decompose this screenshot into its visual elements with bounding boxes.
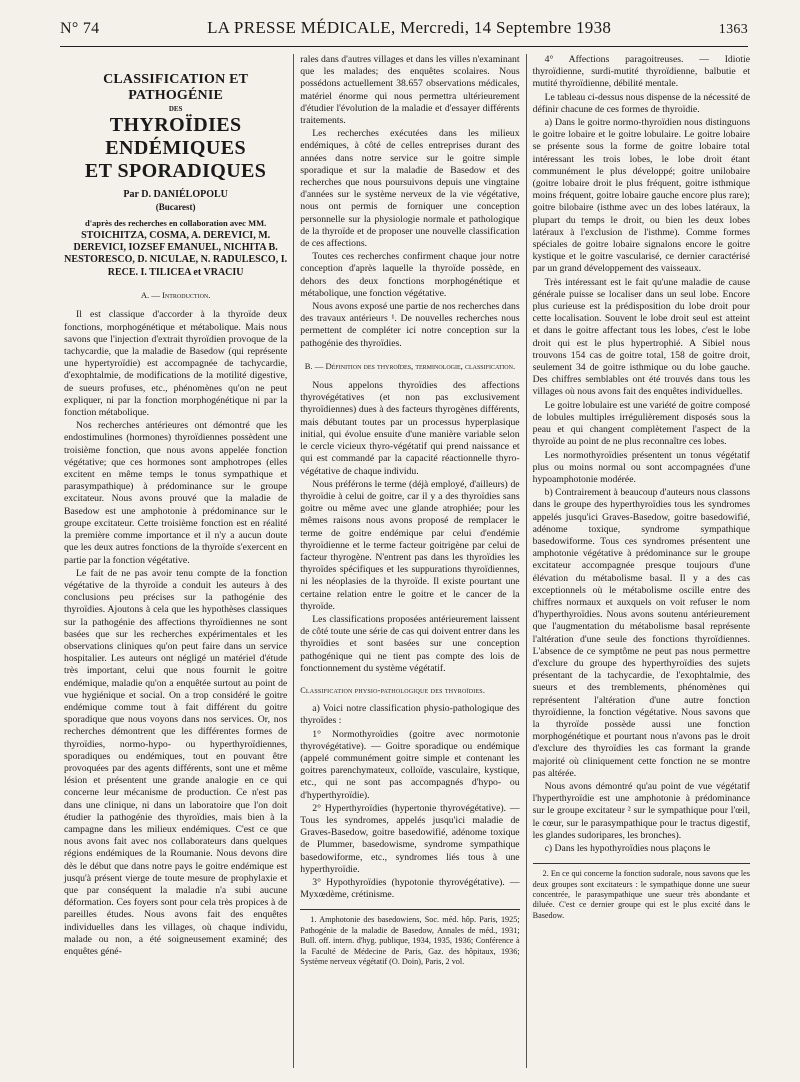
paragraph: Le fait de ne pas avoir tenu compte de la fonction végétative de la thyroïde a conduit les auteurs à des conclusions peu précises sur la pathogénie des thyroïdies. Ajoutons à cela que les hypothèses classiques sur la pathogénie des affections thyroïdiennes ne sont basées que sur les recherches expérimentales et les observations cliniques qu'on peut faire dans un service hospitalier. Les auteurs ont négligé un matériel d'étude très important, celui que nous fournit le goitre endémique, maladie qu'on a enquêtée surtout au point de vue hygiénique et social. On a trop considéré le goitre endémique comme tout à fait différent du goitre sporadique que nous voyons dans nos services. Or, nos recherches démontrent que les différentes formes de thyroïdies, normo-hypo- ou hyperthyroïdiennes, sporadiques ou endémiques, tout en pouvant être provoquées par des agents différents, sont une et même lésion et présentent une grande analogie en ce qui concerne leur mécanisme de production. Ce n'est pas dans une clinique, ni dans un laboratoire que l'on doit étudier la pathogénie des thyroïdies, mais bien à la campagne dans les milieux endémiques. C'est ce que nous avons fait avec nos collaborateurs dans quelques régions endémiques de la Roumanie. Nous devons dire dès le début que dans notre pays le goitre endémique est jusqu'à présent vierge de toute mesure de prophylaxie et que par conséquent la maladie n'a subi aucune déformation. Ces foyers sont pour cela très propices à de pareilles études. Nous avons fait des enquêtes individuelles dans les villages, où chaque individu, malade ou non, a été soigneusement examiné; des enquêtes géné- bbox=[64, 567, 288, 957]
journal-title: LA PRESSE MÉDICALE, Mercredi, 14 Septembre 1938 bbox=[207, 18, 612, 37]
paragraph: Les normothyroïdies présentent un tonus végétatif plus ou moins normal ou sont accompagnées d'une hypoamphotonie modérée. bbox=[532, 449, 750, 485]
page-header bbox=[60, 18, 748, 47]
column-2 bbox=[294, 54, 526, 1068]
column-3 bbox=[527, 54, 756, 1068]
paragraph: Toutes ces recherches confirment chaque jour notre conception d'après laquelle la thyroïde possède, en dehors des deux fonctions morphogénétique et métabolique, une fonction végétative. bbox=[300, 251, 520, 299]
article-columns bbox=[58, 54, 756, 1068]
paragraph: Nous appelons thyroïdies des affections thyrovégétatives (et non pas exclusivement thyroïdiennes) dues à des facteurs thyrogènes différents, mais débutant toutes par un processus hyperplasique initial, qui évolue ensuite d'une manière variable selon le cercle vicieux thyro-végétatif qui prend naissance et qui est commandé par la capacité réactionnelle thyro-végétative de chaque individu. bbox=[300, 380, 520, 477]
footnote-1: 1. Amphotonie des basedowiens, Soc. méd. hôp. Paris, 1925; Pathogénie de la maladie de Basedow, Annales de méd., 1931; Bull. off. intern. d'hyg. publique, 1934, 1935, 1936; Conférence à la Faculté de Médecine de Paris, Gaz. des hôpitaux, 1936; Système nerveux végétatif (O. Doin), Paris, 2 vol. bbox=[300, 915, 520, 967]
title-line-1: CLASSIFICATION ET PATHOGÉNIE bbox=[103, 72, 249, 103]
paragraph: a) Voici notre classification physio-pathologique des thyroïdes : bbox=[300, 703, 520, 727]
paragraph: Le goitre lobulaire est une variété de goitre composé de lobules multiples irrégulièrement disposés sous la peau et qui changent complètement l'aspect de la thyroïde au point de ne plus reconnaître ces lobes. bbox=[532, 399, 750, 448]
title-line-3: ET SPORADIQUES bbox=[84, 160, 267, 182]
paragraph: a) Dans le goitre normo-thyroïdien nous distinguons le goitre lobaire et le goitre lobulaire. Le goitre lobaire se présente sous la forme de goitre lobaire total intéressant les trois lobes, le lobe droit étant communément le plus développé; goitre unilobaire (goitre lobaire droit le plus fréquent, goitre isthmique moins fréquent, goitre lobaire gauche encore plus rare); goitre bilobaire (isthme avec un des lobes latéraux, la plupart du temps le droit, ou bien les deux lobes latéraux à l'exclusion de l'isthme). Comme formes spéciales de goitre lobaire signalons encore le goitre kystique et le goitre vascularisé, ce dernier caractérisé par un grand développement des vaisseaux. bbox=[532, 117, 750, 275]
paragraph: Il est classique d'accorder à la thyroïde deux fonctions, morphogénétique et métabolique. Mais nous savons que l'injection d'extrait thyroïdien provoque de la tachycardie, que la maladie de Basedow (qui représente une hypertyroïdie) est accompagnée de tachycardie, d'exophtalmie, de modifications de la motilité digestive, de sueurs profuses, etc., phénomènes qu'on ne peut expliquer, ni par la fonction morphogénétique ni par la fonction métabolique. bbox=[64, 309, 288, 419]
paragraph: Nous avons exposé une partie de nos recherches dans des travaux antérieurs ¹. De nouvelles recherches nous permettent de compléter ici notre conception sur la pathogénie des thyroïdies. bbox=[300, 301, 520, 349]
article-title bbox=[64, 72, 287, 183]
paragraph: Les classifications proposées antérieurement laissent de côté toute une série de cas qui doivent entrer dans les thyroïdies et sont basées sur une conception pathogénique qui ne tient pas compte des lois de fonctionnement du système végétatif. bbox=[300, 613, 520, 674]
paragraph: Très intéressant est le fait qu'une maladie de cause générale puisse se localiser dans un seul lobe. Encore plus curieuse est la prédisposition du lobe droit pour cette localisation. Souvent le lobe droit seul est atteint et dans le goitre affectant tous les lobes, c'est le lobe droit qui est le plus hypertrophié. A Sibiel nous trouvons 154 cas de goitre total, 158 de goitre droit, seulement 34 de goitre isthmique ou du lobe gauche. Des chiffres semblables ont été trouvés dans tous les villages où nous avons fait des enquêtes individuelles. bbox=[532, 276, 750, 398]
paragraph: Nous préférons le terme (déjà employé, d'ailleurs) de thyroïdie à celui de goitre, car il y a des thyroïdies sans goitre ou même avec une glande atrophiée; pour les mêmes raisons nous avons proposé de remplacer le terme de goitre endémique par celui d'endémie thyroïdienne et le terme facteur goitrigène par celui de facteur thyrogène. N'entrent pas dans les thyroïdies les thyroïdes spécifiques et les suppurations thyroïdiennes, ni les néoplasies de la thyroïde. Il existe pourtant une certaine relation entre le goitre et le cancer de la thyroïde. bbox=[300, 478, 520, 612]
footnote-2: 2. En ce qui concerne la fonction sudorale, nous savons que les deux groupes sont excitateurs : le sympathique donne une sueur concentrée, le parasympathique une sueur très abondante et diluée. C'est ce dernier groupe qui est le plus excité dans le Basedow. bbox=[532, 869, 750, 920]
footnote-divider bbox=[300, 909, 519, 910]
collab-intro: d'après des recherches en collaboration avec MM. bbox=[85, 218, 267, 229]
section-heading-a: A. — Introduction. bbox=[140, 290, 211, 301]
paragraph: Le tableau ci-dessus nous dispense de la nécessité de définir chacune de ces formes de thyroïdie. bbox=[532, 91, 750, 115]
page-number: 1363 bbox=[718, 22, 748, 37]
section-heading-classification: Classification physio-pathologique des thyroïdies. bbox=[300, 685, 486, 695]
author-affiliation: (Bucarest) bbox=[155, 202, 196, 213]
title-line-2: THYROÏDIES ENDÉMIQUES bbox=[105, 114, 246, 159]
footnote-divider bbox=[533, 863, 750, 864]
section-heading-b: B. — Définition des thyroïdes, terminologie, classification. bbox=[304, 360, 516, 371]
paragraph: c) Dans les hypothyroïdies nous plaçons le bbox=[544, 843, 711, 854]
paragraph: Les recherches exécutées dans les milieux endémiques, à côté de celles entreprises durant des années dans notre service sur le goitre simple sporadique et sur la maladie de Basedow et des recherches que nous poursuivons depuis une vingtaine d'années sur le système nerveux de la vie végétative, nous ont permis de forniquer une conception personnelle sur la physiologie normale et pathologique de la thyroïde et de proposer une nouvelle classification de ces affections. bbox=[300, 128, 520, 250]
paragraph: 4° Affections paragoitreuses. — Idiotie thyroïdienne, surdi-mutité thyroïdienne, balbutie et mutité thyroïdienne, débilité mentale. bbox=[532, 54, 750, 90]
paragraph: b) Contrairement à beaucoup d'auteurs nous classons dans le groupe des hyperthyroïdies tous les syndromes appelés jusqu'ici Graves-Basedow, goitre basedowifié, adénome toxique, syndrome sympathique basedowiforme. Tous ces syndromes présentent une amphotonie végétative à prédominance sur le groupe excitateur accompagnée presque toujours d'une élévation du métabolisme basal. Il y a des cas exceptionnels où le métabolisme oscille entre des chiffres normaux et auxquels on voit refuser le nom d'hyperthyroïdies. Nous avons soutenu antérieurement que l'augmentation du métabolisme basal représente l'altération d'une seule des fonctions thyroïdiennes. L'absence de ce symptôme ne peut pas nous permettre d'exclure du groupe des hyperthyroïdies des sujets présentant de la tachycardie, de l'exophtalmie, des sueurs et des tremblements, phénomènes qui représentent l'altération d'une autre fonction thyroïdienne, la fonction végétative. Nous savons que la thyroïde possède aussi une fonction morphogénétique et pourtant nous n'avons pas le droit d'exclure des thyroïdies les cas formant la grande majorité où cliniquement cette fonction ne se montre pas altérée. bbox=[532, 487, 750, 779]
collaborators: STOICHITZA, COSMA, A. DEREVICI, M. DEREVICI, IOZSEF EMANUEL, NICHITA B. NESTORESCO, D. NICULAE, N. RADULESCO, I. RECE. I. TILICEA et VRACIU bbox=[64, 229, 288, 278]
paragraph: 1° Normothyroïdies (goitre avec normotonie thyrovégétative). — Goitre sporadique ou endémique (appelé communément goitre simple et contenant les goitres parenchymateux, colloïde, vasculaire, kystique, etc., qui ne sont pas accompagnés d'hypo- ou d'hyperthyroïdie). bbox=[300, 728, 520, 801]
paragraph: rales dans d'autres villages et dans les villes n'examinant que les malades; des enquêtes scolaires. Nous possédons actuellement 38.657 observations médicales, matériel énorme qui nous permettra ultérieurement d'étudier l'évolution de la maladie et d'essayer différents traitements. bbox=[300, 54, 520, 127]
paragraph: 3° Hypothyroïdies (hypotonie thyrovégétative). — Myxœdème, crétinisme. bbox=[300, 877, 520, 901]
author: Par D. DANIÉLOPOLU bbox=[123, 189, 228, 200]
column-1 bbox=[58, 54, 294, 1068]
paragraph: Nos recherches antérieures ont démontré que les endostimulines (hormones) thyroïdiennes possèdent une troisième fonction, que nous avons appelée fonction végétative; que ces hormones sont amphotropes (elles excitent en même temps le tonus sympathique et parasympathique) à prédominance sur le groupe excitateur. Nous avons prouvé que la maladie de Basedow est une amphotonie à prédominance sur le groupe excitateur. Cette troisième fonction est en réalité la première comme importance et il n'y a aucun doute que les deux autres fonctions de la thyroïde s'exercent en partie par la fonction végétative. bbox=[64, 420, 288, 566]
title-des: DES bbox=[168, 105, 183, 113]
issue-number: N° 74 bbox=[60, 20, 100, 37]
paragraph: Nous avons démontré qu'au point de vue végétatif l'hyperthyroïdie est une amphotonie à prédominance sur le groupe excitateur ² sur le sympathique pour l'œil, le cœur, sur le parasympathique pour le tractus digestif, les glandes sudoripares, les bronches). bbox=[532, 780, 750, 841]
paragraph: 2° Hyperthyroïdies (hypertonie thyrovégétative). — Tous les syndromes, appelés jusqu'ici maladie de Graves-Basedow, goitre basedowifié, adénome toxique de Plummer, basedowisme, syndrome sympathique basedowiforme, etc., syndromes liés tous à une hyperthyroïdie. bbox=[300, 802, 520, 875]
